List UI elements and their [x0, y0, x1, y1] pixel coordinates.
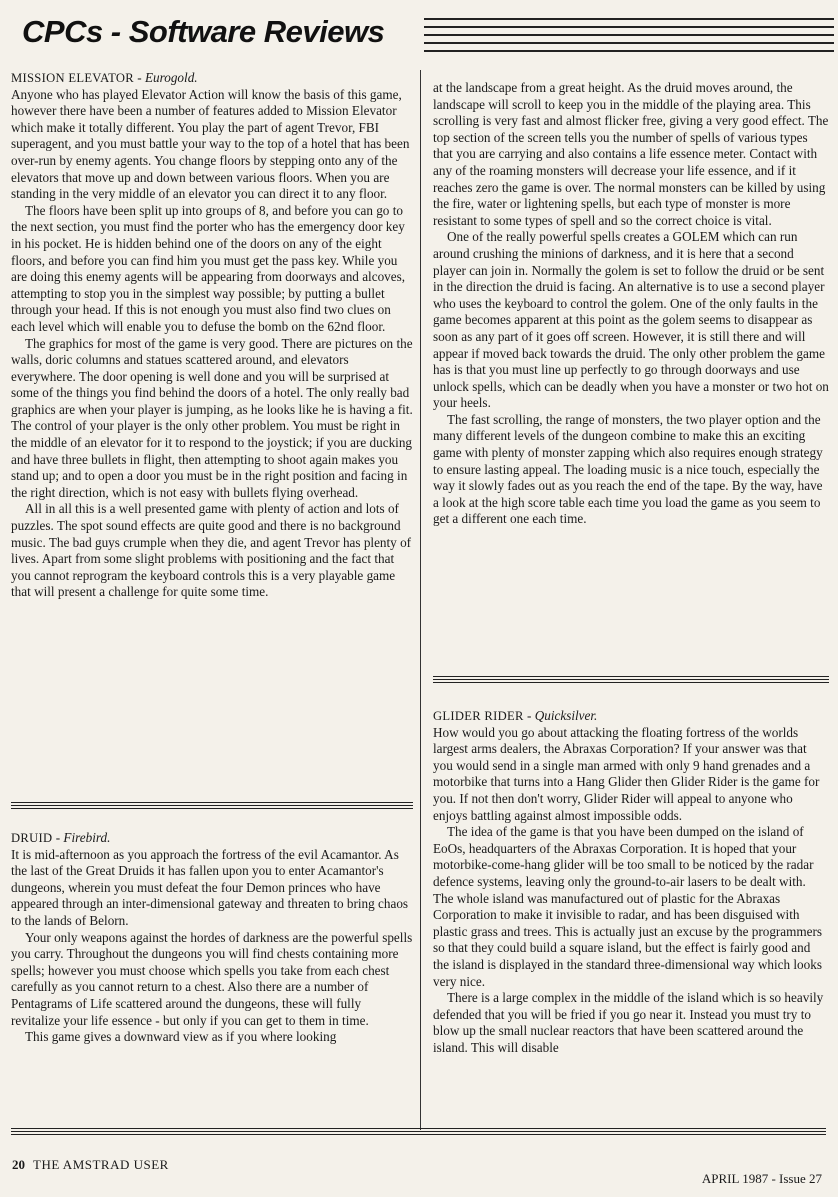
page-title: CPCs - Software Reviews	[22, 14, 385, 49]
review-druid	[11, 830, 413, 1046]
column-divider	[420, 70, 421, 1130]
review-mission-elevator	[11, 70, 413, 601]
review-publisher: Firebird.	[63, 830, 111, 845]
review-heading: GLIDER RIDER - Quicksilver.	[433, 708, 598, 723]
paragraph: The fast scrolling, the range of monsters, the two player option and the many different levels of the dungeon combine to make this an exciting game with plenty of monster zapping which also requires enough strategy to ensure lasting appeal. The loading music is a nice touch, especially the way it slowly fades out as you reach the end of the tape. By the way, have a look at the high score table each time you load the game as you seem to get a different one each time.	[433, 411, 823, 527]
review-publisher: Eurogold.	[144, 70, 198, 85]
review-heading: MISSION ELEVATOR - Eurogold.	[11, 70, 198, 85]
magazine-name: THE AMSTRAD USER	[33, 1157, 169, 1172]
review-title: MISSION ELEVATOR	[11, 71, 134, 85]
issue-date: APRIL 1987 - Issue 27	[701, 1171, 822, 1186]
paragraph: Anyone who has played Elevator Action will know the basis of this game, however there have been a number of features added to Mission Elevator which make it totally different. You play the part of agent Trevor, FBI superagent, and you must battle your way to the top of a hotel that has been over-run by enemy agents. You change floors by stepping onto any of the elevators that move up and down between various floors. When you are standing in the very middle of an elevator you can direct it to any floor.	[11, 86, 410, 202]
paragraph: This game gives a downward view as if you where looking	[25, 1029, 337, 1045]
page-footer	[12, 1157, 169, 1173]
page-number: 20	[12, 1157, 25, 1172]
paragraph: One of the really powerful spells creates a GOLEM which can run around crushing the minions of darkness, and it is here that a second player can join in. Normally the golem is set to follow the druid or be sent in the direction the druid is facing. An alternative is to use a second player who uses the keyboard to control the golem. One of the only faults in the game becomes apparent at this point as the golem seems to disappear as soon as any part of it goes off screen. However, it is still there and will appear if moved back towards the druid. The only other problem the game has is that you must line up perfectly to go through doorways and use unlock spells, which can be deadly when you have a monster or two hot on your heels.	[433, 229, 829, 411]
footer-separator	[11, 1128, 826, 1135]
review-title: DRUID	[11, 831, 53, 845]
paragraph: at the landscape from a great height. As the druid moves around, the landscape will scroll to keep you in the middle of the playing area. This scrolling is very fast and almost flicker free, giving a very good effect. The top section of the screen tells you the number of spells of various types that you are carrying and also contains a life essence meter. Contact with any of the roaming monsters will decrease your life essence, and if it reaches zero the game is over. The normal monsters can be killed by using the fire, water or lightening spells, but each type of monster is more resistant to some types of spell and so the correct choice is vital.	[433, 80, 829, 228]
review-publisher: Quicksilver.	[534, 708, 598, 723]
paragraph: How would you go about attacking the floating fortress of the worlds largest arms dealers, the Abraxas Corporation? If your answer was that you would send in a single man armed with only 9 hand grenades and a motorbike that turns into a Hang Glider then Glider Rider is the game for you. If not then don't worry, Glider Rider will appeal to anyone who enjoys battling against almost impossible odds.	[433, 724, 820, 823]
paragraph: It is mid-afternoon as you approach the fortress of the evil Acamantor. As the last of the Great Druids it has fallen upon you to enter Acamantor's dungeons, wherein you must defeat the four Demon princes who have appeared through an inter-dimensional gateway and threaten to bring chaos to the lands of Belorn.	[11, 846, 409, 928]
paragraph: There is a large complex in the middle of the island which is so heavily defended that you will be fried if you go near it. Instead you must try to blow up the small nuclear reactors that have been scattered around the island. This will disable	[433, 990, 824, 1055]
paragraph: Your only weapons against the hordes of darkness are the powerful spells you carry. Throughout the dungeons you will find chests containing more spells; however you must choose which spells you take from each chest carefully as you cannot return to a chest. Also there are a number of Pentagrams of Life scattered around the dungeons, these will fully revitalize your life essence - but only if you can get to them in time.	[11, 929, 413, 1028]
review-glider-rider	[433, 708, 829, 1056]
paragraph: The floors have been split up into groups of 8, and before you can go to the next section, you must find the porter who has the emergency door key in his pocket. He is hidden behind one of the doors on any of the eight floors, and before you can find him you must get the pass key. While you are doing this enemy agents will be appearing from doorways and alcoves, attempting to stop you in the simplest way possible; by putting a bullet through your head. If this is not enough you must also find two clues on each level which will enable you to defuse the bomb on the 62nd floor.	[11, 202, 406, 334]
paragraph: The graphics for most of the game is very good. There are pictures on the walls, doric columns and statues scattered around, and elevators everywhere. The door opening is well done and you will be surprised at some of the things you find behind the doors of a hotel. The only really bad graphics are when your player is jumping, as he looks like he is having a fit. The control of your player is the only other problem. You must be right in the middle of an elevator for it to respond to the joystick; if you are ducking and have three bullets in flight, then attempting to shoot again makes you stand up; and to open a door you must be in the right position and facing in the right direction, which is not easy with bullets flying overhead.	[11, 335, 413, 500]
review-druid-continued	[433, 80, 829, 528]
review-title: GLIDER RIDER	[433, 709, 524, 723]
paragraph: The idea of the game is that you have been dumped on the island of EoOs, headquarters of the Abraxas Corporation. It is hoped that your motorbike-come-hang glider will be too small to be noticed by the radar defence systems, leaving only the ground-to-air lasers to be dealt with. The whole island was manufactured out of plastic for the Abraxas Corporation to make it invisible to radar, and has been disguised with plastic grass and trees. This is actually just an excuse by the programmers so that they could build a square island, but the effect is fairly good and the island is displayed in the standard three-dimensional way which looks very nice.	[433, 824, 823, 989]
section-separator	[433, 676, 829, 683]
header-rules	[424, 18, 834, 52]
paragraph: All in all this is a well presented game with plenty of action and lots of puzzles. The spot sound effects are quite good and there is no background music. The bad guys crumple when they die, and agent Trevor has plenty of lives. Apart from some slight problems with positioning and the fact that you cannot reprogram the keyboard controls this is a very playable game that will present a challenge for quite some time.	[11, 501, 412, 600]
review-heading: DRUID - Firebird.	[11, 830, 111, 845]
section-separator	[11, 802, 413, 809]
